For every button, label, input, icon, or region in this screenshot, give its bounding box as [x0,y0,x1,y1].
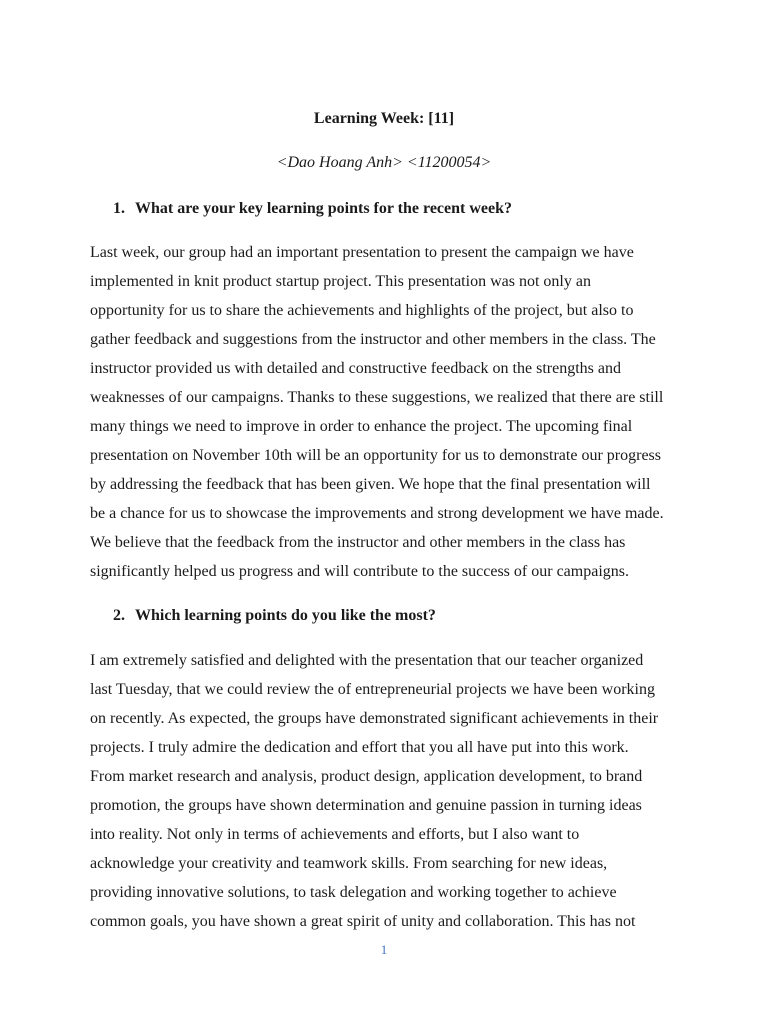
text-line: Last week, our group had an important presentation to present the campaign we have [90,244,634,261]
text-line: many things we need to improve in order to enhance the project. The upcoming final [90,418,633,435]
text-line: acknowledge your creativity and teamwork skills. From searching for new ideas, [90,855,608,872]
question-text: What are your key learning points for the recent week? [135,200,513,217]
text-line: projects. I truly admire the dedication and effort that you all have put into this work. [90,739,629,756]
text-line: providing innovative solutions, to task delegation and working together to achieve [90,884,617,901]
question-number: 2. [113,607,125,624]
text-line: weaknesses of our campaigns. Thanks to these suggestions, we realized that there are still [90,389,664,406]
answer-paragraph [90,646,680,936]
text-line: From market research and analysis, product design, application development, to brand [90,768,643,785]
text-line: into reality. Not only in terms of achievements and efforts, but I also want to [90,826,580,843]
question-heading [113,605,436,627]
page-number: 1 [380,942,388,957]
text-line: opportunity for us to share the achievements and highlights of the project, but also to [90,302,634,319]
text-line: implemented in knit product startup project. This presentation was not only an [90,273,591,290]
text-line: promotion, the groups have shown determination and genuine passion in turning ideas [90,797,642,814]
question-number: 1. [113,200,125,217]
text-line: presentation on November 10th will be an opportunity for us to demonstrate our progress [90,447,661,464]
text-line: common goals, you have shown a great spirit of unity and collaboration. This has not [90,913,636,930]
answer-paragraph [90,238,680,586]
question-heading [113,198,512,220]
text-line: last Tuesday, that we could review the of entrepreneurial projects we have been working [90,681,655,698]
author-line: <Dao Hoang Anh> <11200054> [276,154,492,171]
text-line: We believe that the feedback from the instructor and other members in the class has [90,534,626,551]
text-line: I am extremely satisfied and delighted with the presentation that our teacher organized [90,652,644,669]
text-line: be a chance for us to showcase the improvements and strong development we have made. [90,505,664,522]
text-line: instructor provided us with detailed and constructive feedback on the strengths and [90,360,621,377]
text-line: on recently. As expected, the groups have demonstrated significant achievements in their [90,710,659,727]
text-line: gather feedback and suggestions from the instructor and other members in the class. The [90,331,656,348]
text-line: significantly helped us progress and will contribute to the success of our campaigns. [90,563,629,580]
text-line: by addressing the feedback that has been given. We hope that the final presentation will [90,476,651,493]
document-title: Learning Week: [11] [313,110,455,127]
question-text: Which learning points do you like the most? [135,607,436,624]
